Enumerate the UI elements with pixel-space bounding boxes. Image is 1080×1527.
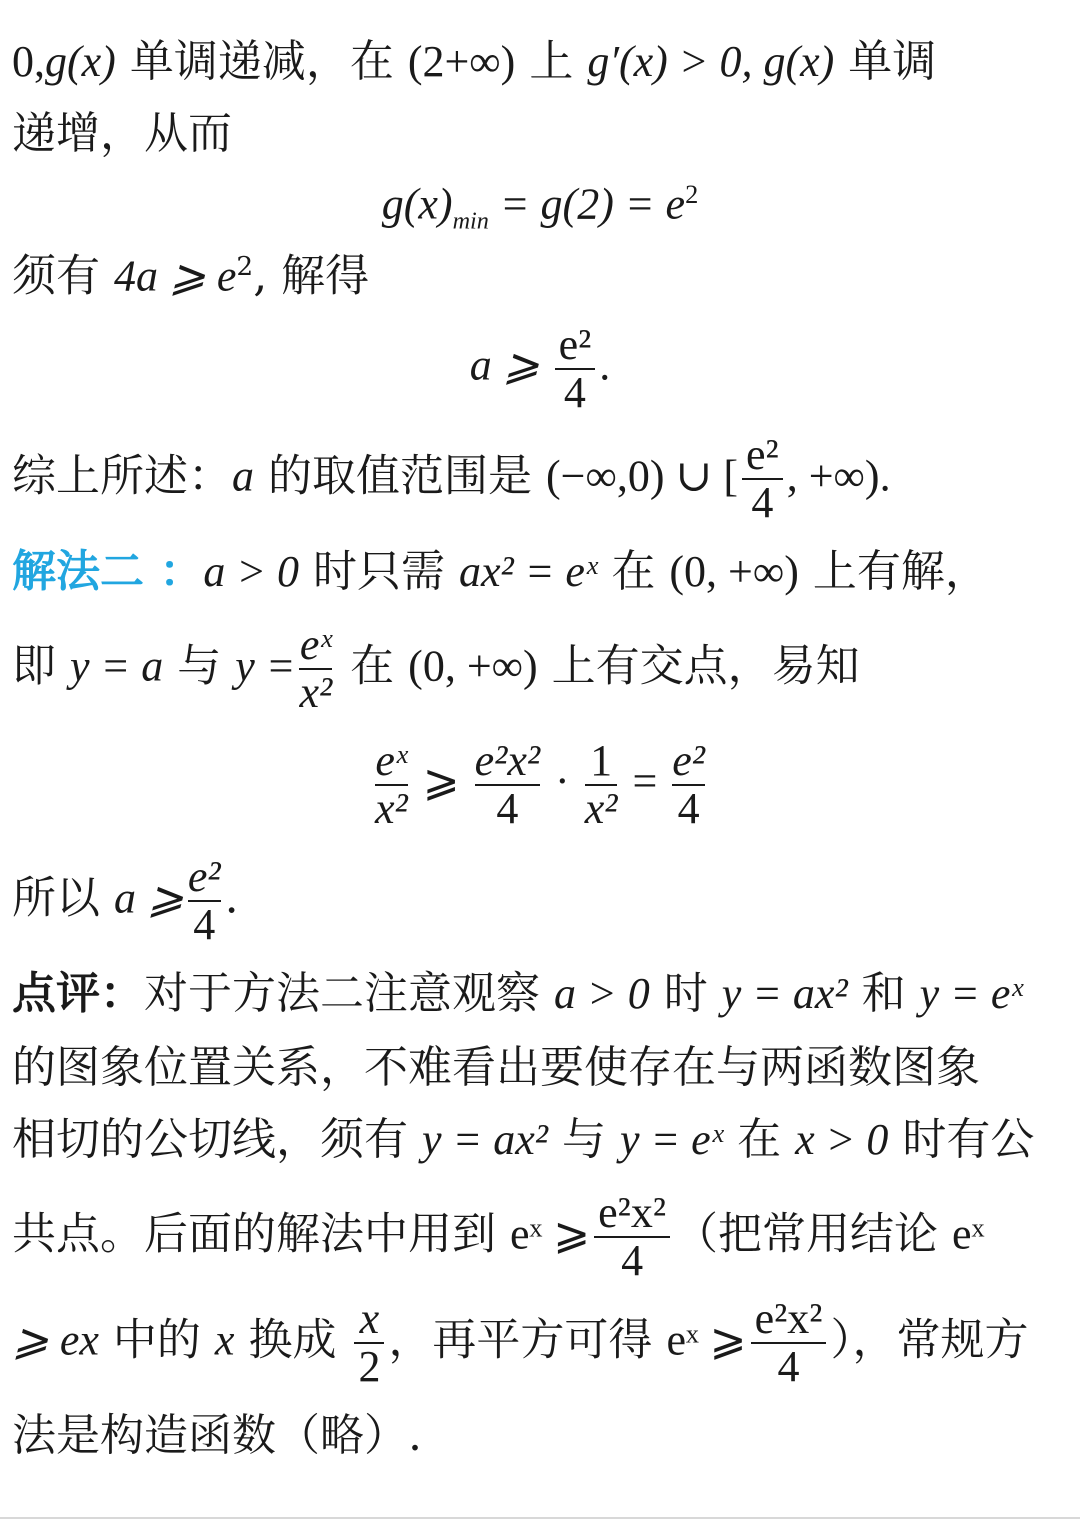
text: 对于方法二注意观察 — [144, 968, 554, 1019]
fraction-denominator: x² — [299, 668, 333, 718]
fraction-numerator: e²x² — [594, 1190, 670, 1238]
math: · — [555, 756, 570, 806]
math: eˣ ⩾ — [510, 1209, 591, 1259]
text: 在 — [597, 546, 670, 597]
fraction — [354, 1296, 384, 1390]
text-line-11 — [12, 970, 1070, 1018]
fraction-denominator: 4 — [496, 784, 519, 834]
text: 与 — [547, 1114, 620, 1165]
math: y = a — [70, 641, 164, 691]
equation-a-bound — [0, 322, 1080, 416]
text-line-2 — [12, 110, 1070, 158]
math: 2 — [685, 179, 699, 209]
fraction-denominator: 4 — [193, 900, 216, 950]
math: y = ax² — [721, 969, 848, 1018]
fraction-denominator: 4 — [677, 784, 700, 834]
fraction — [594, 1190, 670, 1284]
fraction-denominator: 4 — [563, 368, 586, 418]
text: 的取值范围是 — [254, 450, 546, 502]
text: 时有公 — [888, 1114, 1035, 1165]
math: . — [599, 340, 611, 390]
math: (−∞,0) ∪ [ — [545, 451, 738, 501]
text-line-10 — [12, 854, 1070, 948]
math: eˣ ⩾ — [666, 1315, 747, 1365]
math: y = eˣ — [619, 1115, 724, 1164]
math: . — [224, 872, 239, 924]
math: g′(x) > 0, g(x) — [587, 37, 835, 86]
text: 在 — [723, 1114, 796, 1165]
math: y = — [235, 641, 296, 691]
text: 上有交点，易知 — [537, 640, 860, 692]
fraction-denominator: 4 — [621, 1236, 644, 1286]
math: a > 0 — [554, 969, 650, 1018]
math: a ⩾ — [114, 873, 184, 923]
fraction-denominator: x² — [374, 784, 408, 834]
math: eˣ — [952, 1209, 985, 1259]
fraction-numerator: eˣ — [375, 736, 408, 785]
fraction — [751, 1296, 827, 1390]
text: 时只需 — [299, 546, 460, 597]
text-line-7 — [12, 548, 1070, 596]
math: (0, +∞) — [669, 547, 799, 596]
fraction-numerator: eˣ — [299, 620, 332, 669]
math: x > 0 — [795, 1115, 889, 1164]
fraction-numerator: e² — [742, 432, 783, 480]
math: , +∞). — [786, 451, 891, 501]
fraction-denominator: x² — [584, 784, 618, 834]
fraction — [475, 738, 540, 832]
math: ⩾ — [422, 756, 460, 806]
math: (0, +∞) — [408, 641, 538, 691]
fraction-numerator: e² — [555, 322, 596, 370]
text: 和 — [847, 968, 920, 1019]
fraction-numerator: x — [354, 1296, 384, 1344]
fraction-numerator: e² — [672, 736, 705, 785]
math: = g(2) = e — [488, 179, 686, 229]
text: 单调 — [834, 36, 937, 87]
math: min — [452, 207, 489, 235]
bottom-divider — [0, 1517, 1080, 1519]
math: a > 0 — [203, 547, 300, 596]
math: (2+∞) — [407, 37, 516, 86]
text: 与 — [163, 640, 236, 692]
text: 上有解， — [798, 546, 989, 597]
math: 0, — [12, 37, 45, 86]
text: ），常规方 — [830, 1314, 1029, 1366]
text: , 解得 — [253, 250, 370, 302]
equation-inequality-chain — [0, 738, 1080, 832]
math: y = ax² — [422, 1115, 548, 1164]
fraction-numerator: 1 — [585, 738, 618, 786]
math: 4a ⩾ e — [114, 251, 237, 301]
fraction-numerator: e²x² — [751, 1296, 827, 1344]
text: 共点。后面的解法中用到 — [12, 1208, 510, 1260]
text: 上 — [515, 36, 588, 87]
comment-label: 点评： — [12, 968, 144, 1019]
text: 换成 — [234, 1314, 351, 1366]
fraction-denominator: 4 — [751, 478, 774, 528]
text: 综上所述： — [12, 450, 232, 502]
fraction — [585, 738, 618, 832]
text: 相切的公切线，须有 — [12, 1114, 422, 1165]
text-line-8 — [12, 622, 1070, 716]
solution-two-label: 解法二 ： — [12, 546, 204, 597]
math: a — [232, 451, 254, 501]
fraction — [188, 854, 221, 948]
text: 法是构造函数（略）. — [12, 1410, 422, 1461]
text: 时 — [649, 968, 722, 1019]
text: 中的 — [98, 1314, 215, 1366]
math: = — [632, 756, 658, 806]
text: 单调递减，在 — [115, 36, 408, 87]
math: x — [214, 1315, 235, 1365]
math: ax² = eˣ — [459, 547, 598, 596]
text-line-15 — [12, 1296, 1070, 1390]
fraction-denominator: 2 — [358, 1342, 381, 1392]
text-line-6 — [12, 432, 1070, 526]
fraction-numerator: e²x² — [474, 736, 541, 785]
text: 的图象位置关系，不难看出要使存在与两函数图象 — [12, 1042, 980, 1093]
text-line-13 — [12, 1116, 1070, 1164]
math: a ⩾ — [469, 340, 540, 390]
math: ⩾ ex — [12, 1315, 99, 1365]
text-line-16 — [12, 1412, 1070, 1460]
math: 2 — [236, 251, 254, 282]
fraction — [375, 738, 408, 832]
text: ，再平方可得 — [388, 1314, 667, 1366]
math: g(x) — [45, 37, 116, 86]
equation-gmin — [0, 180, 1080, 235]
fraction — [299, 622, 332, 716]
text-line-4 — [12, 252, 1070, 301]
math: g(x) — [381, 179, 453, 229]
text: 即 — [12, 640, 70, 692]
text: 递增，从而 — [12, 108, 232, 159]
text-line-14 — [12, 1190, 1070, 1284]
fraction — [555, 322, 596, 416]
fraction — [672, 738, 705, 832]
fraction-denominator: 4 — [777, 1342, 800, 1392]
fraction — [742, 432, 783, 526]
text-line-12 — [12, 1044, 1070, 1092]
text: 须有 — [12, 250, 114, 302]
text: （把常用结论 — [674, 1208, 953, 1260]
text: 在 — [336, 640, 409, 692]
text: 所以 — [12, 872, 114, 924]
text-line-1 — [12, 38, 1070, 86]
math: y = eˣ — [919, 969, 1023, 1018]
fraction-numerator: e² — [187, 852, 221, 901]
